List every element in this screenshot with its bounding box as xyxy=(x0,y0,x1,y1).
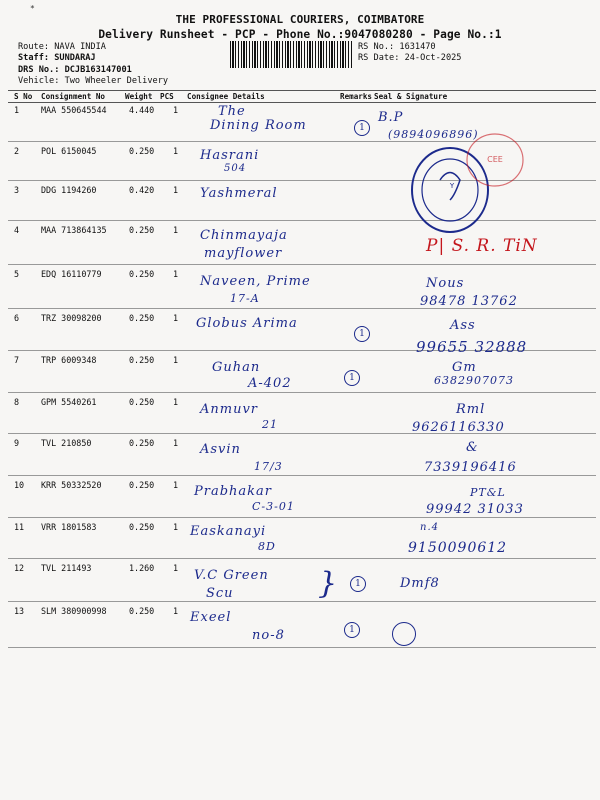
row-weight: 0.250 xyxy=(129,606,155,616)
hw-sign: Nous xyxy=(426,276,465,291)
row-sno: 7 xyxy=(14,355,20,365)
col-consignment: Consignment No xyxy=(41,92,106,101)
hw-phone: 98478 13762 xyxy=(420,294,518,309)
row-consignment-no: POL 6150045 xyxy=(41,146,97,156)
row-consignment-no: KRR 50332520 xyxy=(41,480,102,490)
hw-name: Asvin xyxy=(200,442,241,457)
row-weight: 0.250 xyxy=(129,146,155,156)
row-weight: 1.260 xyxy=(129,563,155,573)
row-sno: 3 xyxy=(14,185,20,195)
row-weight: 4.440 xyxy=(129,105,155,115)
row-sno: 1 xyxy=(14,105,20,115)
hw-name: Hasrani xyxy=(200,148,260,163)
col-sno: S No xyxy=(14,92,33,101)
hw-name: Globus Arima xyxy=(196,316,298,331)
hw-sign: & xyxy=(466,440,479,455)
table-row xyxy=(8,393,596,434)
hw-name: Naveen, Prime xyxy=(200,274,311,289)
hw-phone: 6382907073 xyxy=(434,374,514,387)
row-pcs: 1 xyxy=(173,438,179,448)
hw-phone: (9894096896) xyxy=(388,128,479,141)
hw-phone: 7339196416 xyxy=(424,460,517,475)
table-row xyxy=(8,602,596,648)
row-consignment-no: TRP 6009348 xyxy=(41,355,97,365)
row-weight: 0.250 xyxy=(129,313,155,323)
row-pcs: 1 xyxy=(173,105,179,115)
hw-name: 17-A xyxy=(230,292,260,305)
col-weight: Weight xyxy=(125,92,153,101)
hw-name: 8D xyxy=(258,540,276,553)
hw-sign: Gm xyxy=(452,360,477,375)
row-sno: 10 xyxy=(14,480,25,490)
hw-name: C-3-01 xyxy=(252,500,295,513)
row-consignment-no: VRR 1801583 xyxy=(41,522,97,532)
hw-name: A-402 xyxy=(248,376,292,391)
hw-sign: Dmf8 xyxy=(400,576,440,591)
row-weight: 0.250 xyxy=(129,480,155,490)
row-sno: 12 xyxy=(14,563,25,573)
hw-name: Anmuvr xyxy=(200,402,259,417)
row-sno: 4 xyxy=(14,225,20,235)
remark-circle: 1 xyxy=(354,120,370,136)
hw-phone: 9626116330 xyxy=(412,420,505,435)
row-consignment-no: GPM 5540261 xyxy=(41,397,97,407)
remark-circle: 1 xyxy=(344,622,360,638)
row-consignment-no: TVL 211493 xyxy=(41,563,92,573)
col-remarks: Remarks xyxy=(340,92,373,101)
remark-circle: 1 xyxy=(354,326,370,342)
hw-name: 504 xyxy=(224,163,247,174)
svg-text:Y: Y xyxy=(449,182,455,190)
row-sno: 5 xyxy=(14,269,20,279)
hw-name: Chinmayaja xyxy=(200,228,288,243)
row-sno: 6 xyxy=(14,313,20,323)
col-consignee: Consignee Details xyxy=(187,92,265,101)
hw-name: Yashmeral xyxy=(200,186,278,201)
hw-name: Guhan xyxy=(212,360,261,375)
row-sno: 8 xyxy=(14,397,20,407)
col-pcs: PCS xyxy=(160,92,174,101)
hw-phone: 99942 31033 xyxy=(426,502,524,517)
hw-sign: Ass xyxy=(450,318,476,333)
hw-phone: 9150090612 xyxy=(408,540,508,556)
hw-phone: 99655 32888 xyxy=(416,338,528,356)
hw-name: 21 xyxy=(262,418,278,431)
row-pcs: 1 xyxy=(173,480,179,490)
hw-name: The xyxy=(218,104,246,119)
hw-name: Dining Room xyxy=(210,118,307,133)
row-pcs: 1 xyxy=(173,522,179,532)
hw-sign-red: P| S. R. TiN xyxy=(426,236,538,256)
hw-name: Exeel xyxy=(190,610,232,625)
row-pcs: 1 xyxy=(173,269,179,279)
row-weight: 0.250 xyxy=(129,522,155,532)
row-weight: 0.250 xyxy=(129,225,155,235)
row-pcs: 1 xyxy=(173,225,179,235)
table-row xyxy=(8,559,596,602)
hw-sign-circle xyxy=(392,622,416,646)
row-consignment-no: MAA 713864135 xyxy=(41,225,107,235)
row-pcs: 1 xyxy=(173,146,179,156)
row-pcs: 1 xyxy=(173,397,179,407)
remark-circle: 1 xyxy=(350,576,366,592)
row-consignment-no: SLM 380900998 xyxy=(41,606,107,616)
rs-no-label: RS No.: 1631470 xyxy=(358,42,436,52)
remark-circle: 1 xyxy=(344,370,360,386)
hw-brace: } xyxy=(318,566,338,601)
row-weight: 0.420 xyxy=(129,185,155,195)
vehicle-label: Vehicle: Two Wheeler Delivery xyxy=(18,76,169,86)
barcode xyxy=(230,41,352,68)
row-consignment-no: DDG 1194260 xyxy=(41,185,97,195)
drs-label: DRS No.: DCJB163147001 xyxy=(18,65,132,75)
staff-label: Staff: SUNDARAJ xyxy=(18,53,96,63)
col-seal: Seal & Signature xyxy=(374,92,448,101)
company-title: THE PROFESSIONAL COURIERS, COIMBATORE xyxy=(175,13,425,26)
row-weight: 0.250 xyxy=(129,269,155,279)
hw-name: 17/3 xyxy=(254,460,283,473)
runsheet-subtitle: Delivery Runsheet - PCP - Phone No.:9047080280 - Page No.:1 xyxy=(98,28,502,41)
row-weight: 0.250 xyxy=(129,397,155,407)
row-weight: 0.250 xyxy=(129,355,155,365)
hw-name: Scu xyxy=(206,586,234,601)
row-pcs: 1 xyxy=(173,606,179,616)
hw-sign: PT&L xyxy=(470,486,506,499)
row-consignment-no: TRZ 30098200 xyxy=(41,313,102,323)
row-sno: 2 xyxy=(14,146,20,156)
hw-name: V.C Green xyxy=(194,568,269,583)
hw-name: Prabhakar xyxy=(194,484,272,499)
rs-date-label: RS Date: 24-Oct-2025 xyxy=(358,53,462,63)
row-sno: 13 xyxy=(14,606,25,616)
row-weight: 0.250 xyxy=(129,438,155,448)
table-row xyxy=(8,518,596,559)
row-sno: 11 xyxy=(14,522,25,532)
row-sno: 9 xyxy=(14,438,20,448)
hw-sign: n.4 xyxy=(420,522,439,533)
row-consignment-no: EDQ 16110779 xyxy=(41,269,102,279)
row-pcs: 1 xyxy=(173,355,179,365)
row-pcs: 1 xyxy=(173,185,179,195)
route-label: Route: NAVA INDIA xyxy=(18,42,106,52)
hw-name: no-8 xyxy=(252,628,285,643)
row-consignment-no: MAA 550645544 xyxy=(41,105,107,115)
row-pcs: 1 xyxy=(173,563,179,573)
row-consignment-no: TVL 210850 xyxy=(41,438,92,448)
row-pcs: 1 xyxy=(173,313,179,323)
hw-name: Easkanayi xyxy=(190,524,267,539)
hw-sign: B.P xyxy=(378,110,404,125)
hw-name: mayflower xyxy=(204,246,283,261)
hw-sign: Rml xyxy=(456,402,486,417)
company-stamp xyxy=(400,130,530,240)
svg-text:CEE: CEE xyxy=(487,155,503,164)
margin-mark: * xyxy=(30,4,35,13)
